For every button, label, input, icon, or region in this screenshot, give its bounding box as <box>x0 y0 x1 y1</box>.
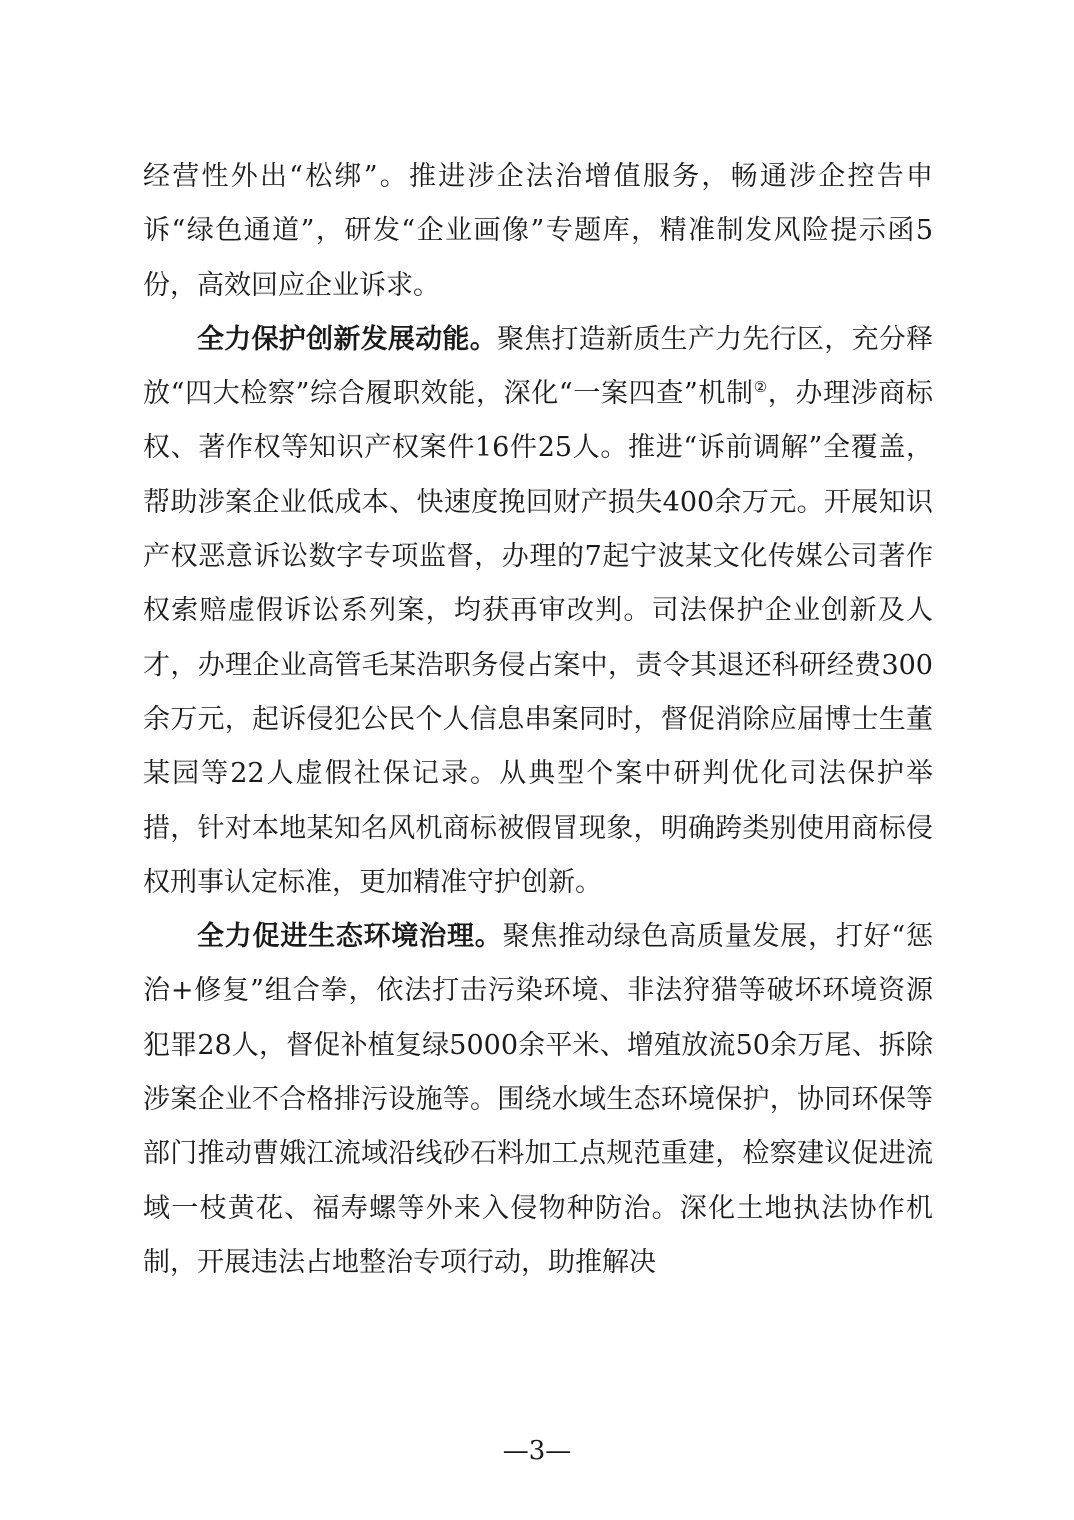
paragraph-lead-heading: 全力促进生态环境治理。 <box>197 921 503 953</box>
paragraph-ecology <box>143 910 933 1290</box>
paragraph-text: 聚焦推动绿色高质量发展，打好“惩治+修复”组合拳，依法打击污染环境、非法狩猎等破坏环境资源犯罪28人，督促补植复绿5000余平米、增殖放流50余万尾、拆除涉案企业不合格排污设施等。围绕水域生态环境保护，协同环保等部门推动曹娥江流域沿线砂石料加工点规范重建，检察建议促进流域一枝黄花、福寿螺等外来入侵物种防治。深化土地执法协作机制，开展违法占地整治专项行动，助推解决 <box>143 921 933 1278</box>
paragraph-text-before-note: 聚焦打造新质生产力先行区，充分释放“四大检察”综合履职效能，深化“一案四查”机制 <box>143 323 934 410</box>
paragraph-continuation <box>143 150 933 313</box>
footnote-marker: ② <box>753 378 768 397</box>
paragraph-innovation <box>143 313 933 910</box>
paragraph-lead-heading: 全力保护创新发展动能。 <box>197 323 497 355</box>
page-number: —3— <box>502 1436 572 1466</box>
document-body <box>143 150 933 1290</box>
paragraph-text: ，办理涉商标权、著作权等知识产权案件16件25人。推进“诉前调解”全覆盖，帮助涉案企业低成本、快速度挽回财产损失400余万元。开展知识产权恶意诉讼数字专项监督，办理的7起宁波某文化传媒公司著作权索赔虚假诉讼系列案，均获再审改判。司法保护企业创新及人才，办理企业高管毛某浩职务侵占案中，责令其退还科研经费300余万元，起诉侵犯公民个人信息串案同时，督促消除应届博士生董某园等22人虚假社保记录。从典型个案中研判优化司法保护举措，针对本地某知名风机商标被假冒现象，明确跨类别使用商标侵权刑事认定标准，更加精准守护创新。 <box>143 378 934 898</box>
paragraph-text: 经营性外出“松绑”。推进涉企法治增值服务，畅通涉企控告申诉“绿色通道”，研发“企业画像”专题库，精准制发风险提示函5份，高效回应企业诉求。 <box>143 161 933 301</box>
